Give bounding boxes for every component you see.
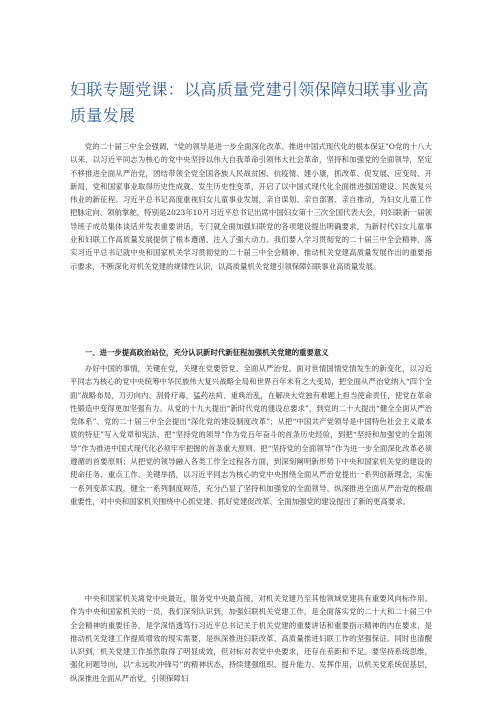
paragraph-section-1-a: 办好中国的事情，关键在党，关键在党要管党、全面从严治党。面对世情国情党情发生的新变化，以习近平同志为核心的党中央统筹中华民族伟大复兴战略全局和世界百年未有之大变局，把全面从严治党纳入“四个全面”战略布局，刀刃向内、刮骨疗毒，猛药祛疴、重典治乱，在解决大党独有难题上担当使命责任，使党在革命性锻造中变得更加坚强有力。从党的十九大提出“新时代党的建设总要求”，到党的二十大提出“健全全面从严治党体系”、党的二十届三中全会提出“深化党的建设制度改革”；从把“中国共产党领导是中国特色社会主义最本质的特征”写入党章和宪法、把“坚持党的领导”作为党百年奋斗的首条历史经验，到把“坚持和加强党的全面领导”作为推进中国式现代化必须牢牢把握的首条重大原则、把“坚持党的全面领导”作为进一步全面深化改革必须遵循的首要原则；从把党的领导融入各类工作全过程各方面，到深刻阐明新形势下中央和国家机关党的建设的使命任务、重点工作、关键举措，以习近平同志为核心的党中央围绕全面从严治党提出一系列创新理念，实施一系列变革实践，健全一系列制度规范，充分凸显了坚持和加强党的全面领导、纵深推进全面从严治党的极端重要性，对中央和国家机关围绕中心抓党建、抓好党建促改革、全面加强党的建设提出了新的更高要求。	[70, 364, 432, 506]
document-title: 妇联专题党课：以高质量党建引领保障妇联事业高质量发展	[70, 80, 429, 125]
paragraph-section-1-b: 中央和国家机关离党中央最近，服务党中央最直接，对机关党建乃至其他领域党建具有重要风向标作用。作为中央和国家机关的一员，我们深刻认识到，加强妇联机关党建工作，是全面落实党的二十大和二十届三中全会精神的重要任务，是学深悟透笃行习近平总书记关于机关党建的重要讲话和重要指示精神的内在要求，是推动机关党建工作提质增效的现实需要，是纵深推进妇联改革、高质量推进妇联工作的坚强保证。同时也清醒认识到，机关党建工作虽然取得了明显成效，但对标对表党中央要求，还存在差距和不足。要坚持系统思维，强化问题导向，以“永远吹冲锋号”的精神状态，持续建强组织、提升能力、发挥作用，以机关党系统促基层，纵深推进全面从严治党，引领保障妇	[70, 594, 432, 683]
paragraph-intro: 党的二十届三中全会强调，“党的领导是进一步全面深化改革、推进中国式现代化的根本保证”O党的十八大以来，以习近平同志为核心的党中央坚持以伟大自我革命引领伟大社会革命，坚持和加强党的全面领导，坚定不移推进全面从严治党，团结带领全党全国各族人民战贫困、抗疫情、建小康，抓改革、促发展、应变局、开新局，党和国家事业取得历史性成就、发生历史性变革，开启了以中国式现代化全面推进强国建设、民族复兴伟业的新征程。习近平总书记高度重视妇女儿童事业发展，亲自谋划、亲自部署、亲自推动，为妇女儿童工作把脉定向、领航掌舵，特别是2023年10月习近平总书记出席中国妇女第十三次全国代表大会，同妇联新一届领导班子成员集体谈话并发表重要讲话，专门就全面加强妇联党的各项建设提出明确要求，为新时代妇女儿童事业和妇联工作高质量发展提供了根本遵循、注入了强大动力。我们要入学习贯彻党的二十届三中全会精神，落实习近平总书记就中央和国家机关学习贯彻党的二十届三中全会精神、推动机关党建高质量发展作出的重要指示要求，不断深化对机关党建的规律性认识，以高质量机关党建引领保障妇联事业高质量发展。	[70, 142, 432, 271]
section-heading-1: 一、进一步提高政治站位，充分认识新时代新征程加强机关党建的重要意义	[84, 348, 329, 357]
